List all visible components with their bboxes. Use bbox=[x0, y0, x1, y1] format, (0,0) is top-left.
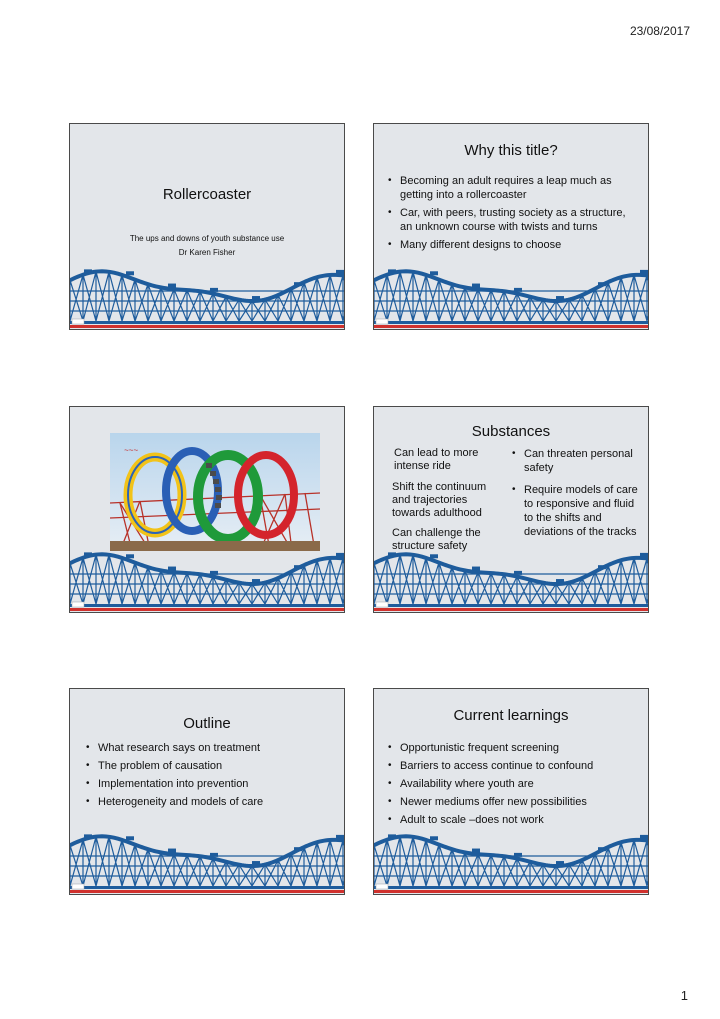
bullet-item: • Implementation into prevention bbox=[86, 777, 336, 791]
bullet-item: • The problem of causation bbox=[86, 759, 336, 773]
bullet-item: • Adult to scale –does not work bbox=[388, 813, 643, 827]
slide-current-learnings bbox=[373, 688, 649, 895]
bullet-item: • Newer mediums offer new possibilities bbox=[388, 795, 643, 809]
slide-heading: Current learnings bbox=[453, 707, 569, 724]
bullet-item: • Many different designs to choose bbox=[388, 238, 633, 252]
rollercoaster-track-icon bbox=[374, 822, 649, 894]
bullet-item: • Becoming an adult requires a leap much as getting into a rollercoaster bbox=[388, 174, 633, 202]
bullet-list bbox=[388, 741, 643, 831]
rollercoaster-loops-photo-icon bbox=[110, 433, 320, 551]
right-column-list bbox=[512, 447, 642, 543]
slide-heading: Why this title? bbox=[464, 142, 558, 159]
rollercoaster-track-icon bbox=[374, 540, 649, 612]
bullet-list bbox=[388, 174, 633, 256]
left-column-item: Shift the continuum and trajectories towards adulthood bbox=[392, 481, 487, 519]
svg-text:~~~: ~~~ bbox=[124, 446, 139, 455]
bullet-item: • Require models of care to responsive and fluid to the shifts and deviations of the tracks bbox=[512, 483, 642, 539]
slide-author: Dr Karen Fisher bbox=[178, 248, 236, 257]
bullet-item: • Can threaten personal safety bbox=[512, 447, 642, 475]
rollercoaster-track-icon bbox=[70, 257, 345, 329]
left-column-item: Can challenge the structure safety bbox=[392, 527, 481, 552]
slide-subtitle: The ups and downs of youth substance use bbox=[129, 234, 285, 243]
rollercoaster-track-icon bbox=[374, 257, 649, 329]
page-date: 23/08/2017 bbox=[629, 24, 690, 38]
bullet-item: • Heterogeneity and models of care bbox=[86, 795, 336, 809]
bullet-item: • Car, with peers, trusting society as a structure, an unknown course with twists and turns bbox=[388, 206, 633, 234]
slide-title bbox=[69, 123, 345, 330]
rollercoaster-track-icon bbox=[70, 540, 345, 612]
left-column-item: Can lead to more intense ride bbox=[394, 447, 479, 472]
slide-why-this-title bbox=[373, 123, 649, 330]
bullet-item: • Availability where youth are bbox=[388, 777, 643, 791]
slide-heading: Outline bbox=[183, 715, 231, 732]
slide-substances bbox=[373, 406, 649, 613]
page-number: 1 bbox=[680, 988, 688, 1003]
bullet-item: • What research says on treatment bbox=[86, 741, 336, 755]
slide-outline bbox=[69, 688, 345, 895]
rollercoaster-track-icon bbox=[70, 822, 345, 894]
bullet-list bbox=[86, 741, 336, 813]
slide-heading: Substances bbox=[471, 423, 551, 440]
bullet-item: • Barriers to access continue to confound bbox=[388, 759, 643, 773]
slide-title-text: Rollercoaster bbox=[162, 186, 252, 203]
bullet-item: • Opportunistic frequent screening bbox=[388, 741, 643, 755]
slide-photo bbox=[69, 406, 345, 613]
